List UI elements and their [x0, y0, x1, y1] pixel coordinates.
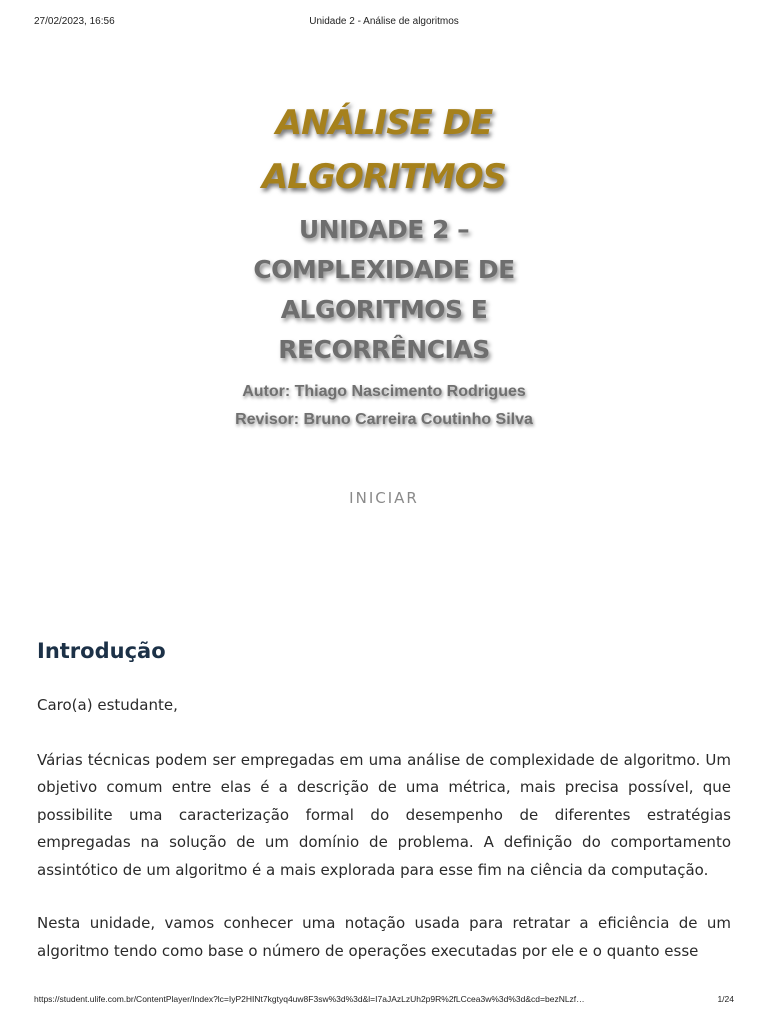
- page-number: 1/24: [717, 994, 734, 1004]
- greeting-text: Caro(a) estudante,: [37, 696, 178, 714]
- section-heading: Introdução: [37, 639, 166, 663]
- course-title: ANÁLISE DE ALGORITMOS: [261, 103, 507, 197]
- unit-subtitle: UNIDADE 2 – COMPLEXIDADE DE ALGORITMOS E RECORRÊNCIAS: [253, 215, 515, 364]
- credits: [0, 378, 768, 434]
- print-header: [0, 16, 768, 32]
- reviewer-credit: Revisor: Bruno Carreira Coutinho Silva: [235, 411, 533, 428]
- intro-paragraph-2: Nesta unidade, vamos conhecer uma notação usada para retratar a eficiência de um algoritmo tendo como base o número de operações executadas por ele e o quanto esse: [37, 914, 731, 960]
- introduction-section: [37, 634, 731, 965]
- author-credit: Autor: Thiago Nascimento Rodrigues: [242, 383, 526, 400]
- print-url[interactable]: https://student.ulife.com.br/ContentPlayer/Index?lc=IyP2HINt7kgtyq4uw8F3sw%3d%3d&l=I7aJAzLzUh2p9R%2fLCcea3w%3d%3d&cd=bezNLzf…: [34, 994, 585, 1004]
- intro-paragraph-1: Várias técnicas podem ser empregadas em uma análise de complexidade de algoritmo. Um objetivo comum entre elas é a descrição de uma métrica, mais precisa possível, que possibilite uma caracterização formal do desempenho de diferentes estratégias empregadas na solução de um domínio de problema. A definição do comportamento assintótico de um algoritmo é a mais explorada para esse fim na ciência da computação.: [37, 750, 731, 879]
- start-button[interactable]: INICIAR: [349, 489, 419, 507]
- hero-banner: [0, 96, 768, 434]
- print-document-title: Unidade 2 - Análise de algoritmos: [309, 16, 459, 27]
- print-datetime: 27/02/2023, 16:56: [34, 16, 115, 27]
